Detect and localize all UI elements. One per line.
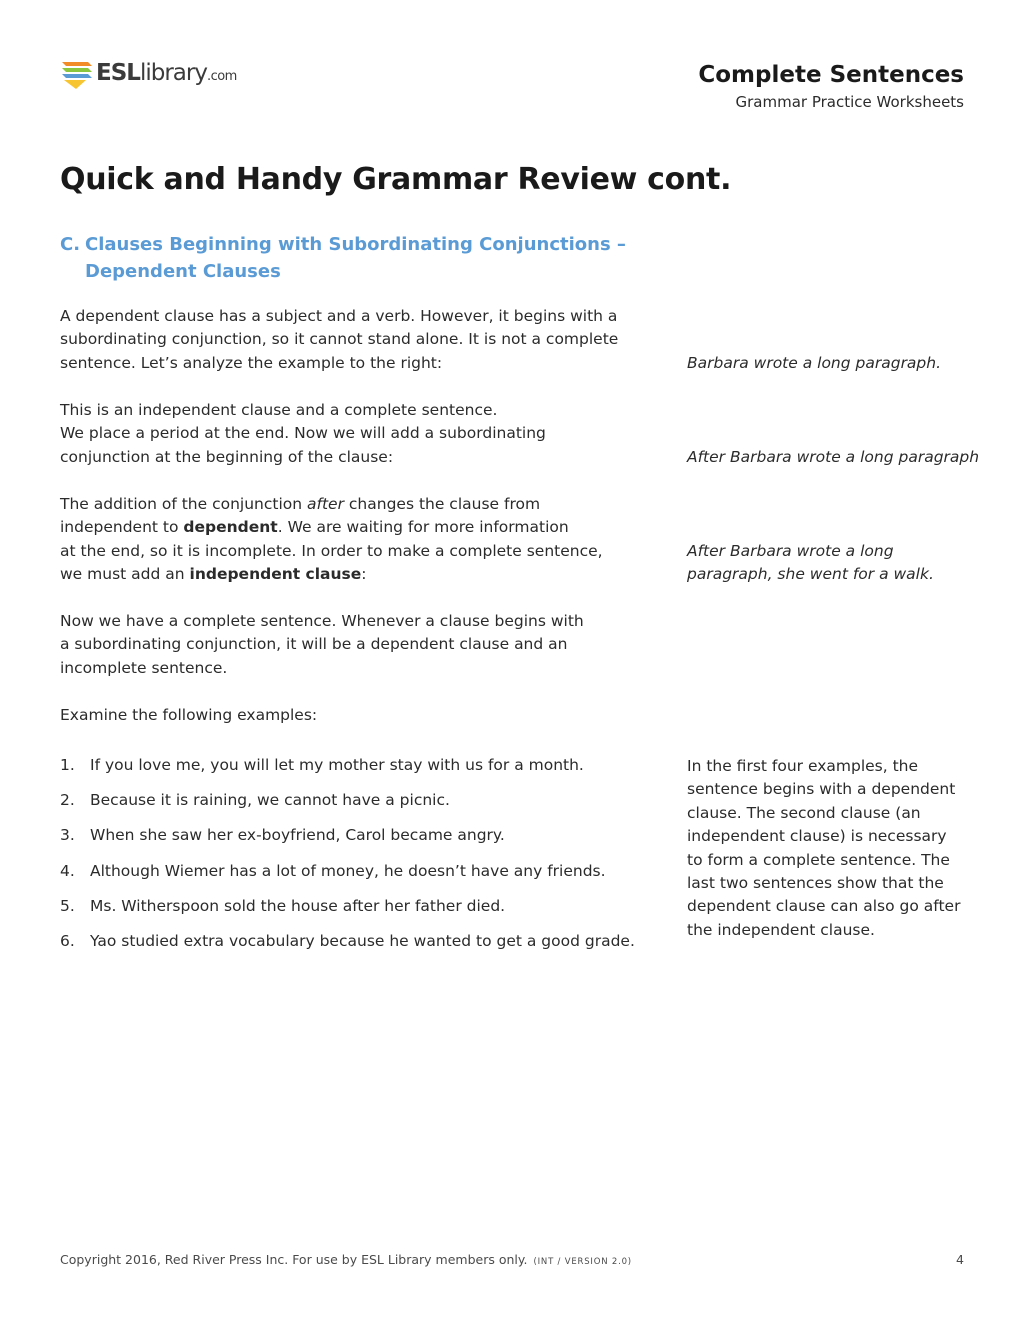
paragraph-line: We place a period at the end. Now we will add a subordinating xyxy=(60,424,546,443)
paragraph-line: The addition of the conjunction after changes the clause from xyxy=(60,495,541,513)
example-sentence-1: Barbara wrote a long paragraph. xyxy=(687,354,942,372)
paragraph-3 xyxy=(60,493,660,587)
paragraph-line: we must add an independent clause: xyxy=(60,565,367,584)
list-item: 6. Yao studied extra vocabulary because he wanted to get a good grade. xyxy=(60,931,635,950)
example-sentence-2: After Barbara wrote a long paragraph xyxy=(687,448,980,466)
paragraph-line: independent to dependent. We are waiting for more information xyxy=(60,518,569,537)
section-heading-line-2: Dependent Clauses xyxy=(85,261,281,282)
paragraph-5: Examine the following examples: xyxy=(60,706,318,724)
paragraph-line: a subordinating conjunction, it will be a dependent clause and an xyxy=(60,635,568,654)
list-item: 3. When she saw her ex-boyfriend, Carol became angry. xyxy=(60,826,505,845)
esl-library-logo xyxy=(60,58,260,92)
emphasis-after: after xyxy=(307,495,344,513)
list-item: 4. Although Wiemer has a lot of money, he doesn’t have any friends. xyxy=(60,861,606,880)
bold-independent-clause: independent clause xyxy=(189,565,362,584)
paragraph-2 xyxy=(60,399,660,469)
paragraph-line: subordinating conjunction, so it cannot stand alone. It is not a complete xyxy=(60,330,619,349)
paragraph-4 xyxy=(60,610,660,680)
stacked-books-icon xyxy=(60,58,94,90)
worksheet-subtitle: Grammar Practice Worksheets xyxy=(735,93,964,111)
example-sentence-3: After Barbara wrote a long paragraph, she went for a walk. xyxy=(687,542,934,584)
paragraph-line: incomplete sentence. xyxy=(60,658,228,677)
paragraph-line: Now we have a complete sentence. Whenever a clause begins with xyxy=(60,612,584,630)
paragraph-line: conjunction at the beginning of the clause: xyxy=(60,447,394,466)
bold-dependent: dependent xyxy=(183,518,278,537)
paragraph-line: This is an independent clause and a complete sentence. xyxy=(60,401,498,419)
list-item: 1. If you love me, you will let my mother stay with us for a month. xyxy=(60,756,584,774)
side-note: In the first four examples, the sentence begins with a dependent clause. The second clause (an independent clause) is necessary to form a complete sentence. The last two sentences show that the dependent clause can also go after the independent clause. xyxy=(687,757,961,939)
paragraph-1 xyxy=(60,305,660,375)
examples-list xyxy=(60,754,670,965)
logo-wordmark: ESLlibrary.com xyxy=(96,60,237,86)
list-item: 2. Because it is raining, we cannot have a picnic. xyxy=(60,791,450,810)
paragraph-line: at the end, so it is incomplete. In order to make a complete sentence, xyxy=(60,541,603,560)
list-item: 5. Ms. Witherspoon sold the house after her father died. xyxy=(60,896,506,915)
page-title: Quick and Handy Grammar Review cont. xyxy=(60,162,732,197)
footer-copyright: Copyright 2016, Red River Press Inc. For use by ESL Library members only. (INT / VERSION 2.0) xyxy=(60,1252,632,1267)
section-letter: C. xyxy=(60,234,81,255)
worksheet-title: Complete Sentences xyxy=(698,62,964,88)
paragraph-line: sentence. Let’s analyze the example to the right: xyxy=(60,353,443,372)
section-heading-line-1: Clauses Beginning with Subordinating Conjunctions – xyxy=(85,234,626,255)
section-heading xyxy=(60,231,660,285)
version-tag: (INT / VERSION 2.0) xyxy=(533,1257,632,1267)
page-number: 4 xyxy=(956,1252,964,1267)
paragraph-line: A dependent clause has a subject and a verb. However, it begins with a xyxy=(60,307,618,325)
